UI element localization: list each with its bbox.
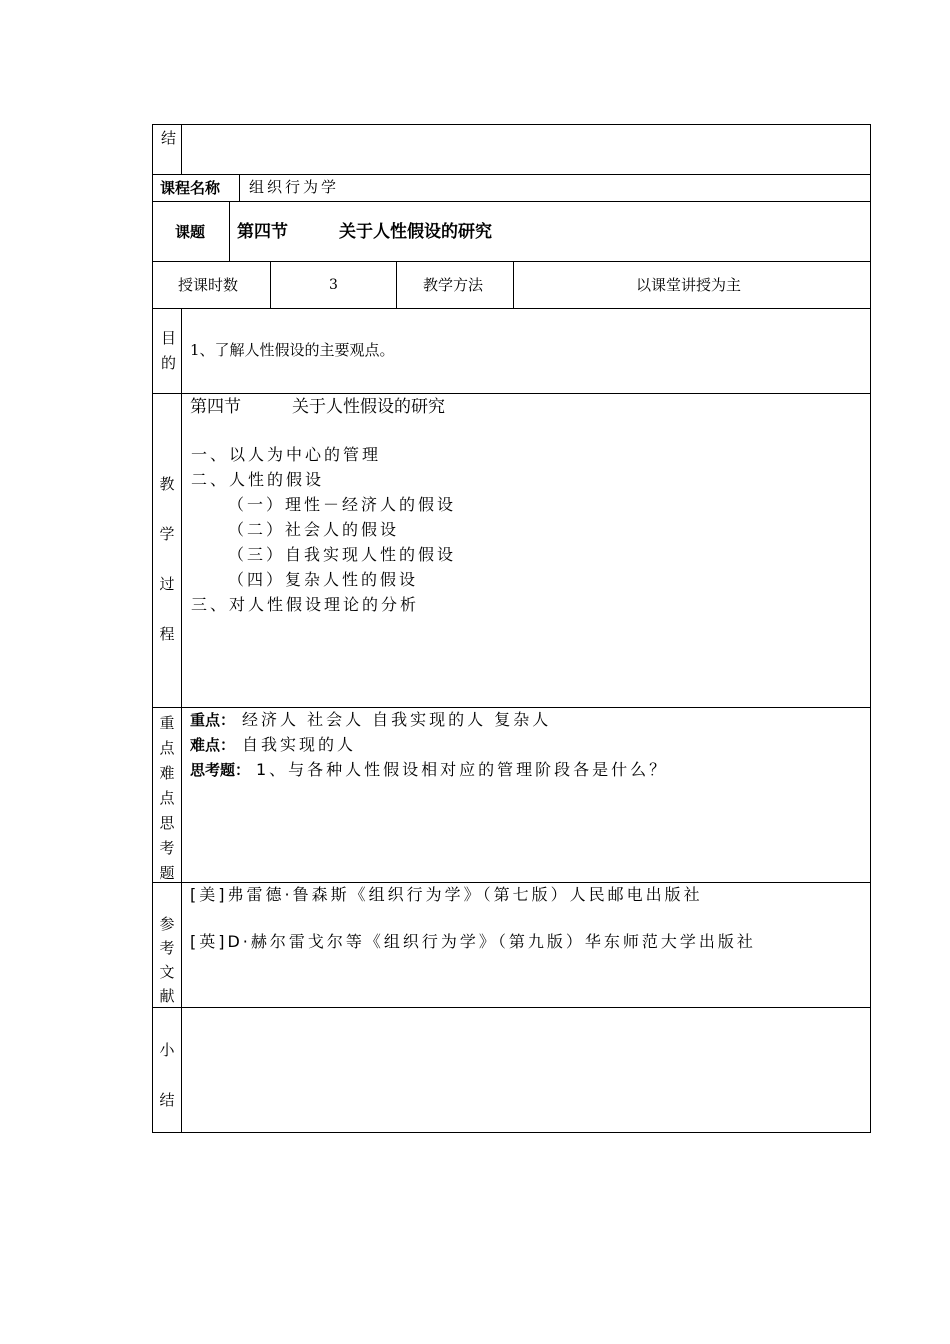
rule: [181, 124, 182, 175]
process-line: （三）自我实现人性的假设: [228, 545, 457, 564]
process-line: （二）社会人的假设: [228, 520, 400, 539]
key-points-label: [154, 712, 180, 882]
references-label-char: 文: [159, 963, 175, 981]
key-points-label-char: 点: [159, 739, 175, 757]
rule: [270, 261, 271, 309]
summary-label-char: 小: [159, 1041, 175, 1059]
difficult-label: 难点：: [190, 736, 236, 754]
process-label-char: 过: [159, 575, 175, 593]
rule: [152, 1132, 871, 1133]
process-title: 关于人性假设的研究: [292, 397, 445, 417]
rule: [152, 201, 871, 202]
course-name-value: 组织行为学: [249, 178, 340, 196]
rule: [152, 124, 871, 125]
rule: [870, 124, 871, 1133]
key-points-label-char: 难: [159, 764, 175, 782]
reference-item: [美]弗雷德·鲁森斯《组织行为学》（第七版）人民邮电出版社: [190, 885, 703, 904]
process-label-char: 学: [159, 525, 175, 543]
references-label: [154, 913, 180, 1005]
key-points-label-char: 题: [159, 864, 175, 882]
process-section: 第四节: [190, 397, 241, 417]
rule: [513, 261, 514, 309]
key-label: 重点：: [190, 711, 236, 729]
question-text: 1、与各种人性假设相对应的管理阶段各是什么？: [256, 760, 669, 779]
reference-item: [英]D·赫尔雷戈尔等《组织行为学》（第九版）华东师范大学出版社: [190, 932, 756, 951]
difficult-text: 自我实现的人: [242, 735, 357, 754]
question-label: 思考题：: [190, 761, 251, 779]
process-label-char: 教: [159, 475, 175, 493]
rule: [152, 707, 871, 708]
key-points-label-char: 考: [159, 839, 175, 857]
rule: [152, 882, 871, 883]
process-line: 三、对人性假设理论的分析: [191, 595, 420, 614]
rule: [152, 1007, 871, 1008]
key-points-label-char: 点: [159, 789, 175, 807]
key-text: 经济人 社会人 自我实现的人 复杂人: [242, 710, 552, 729]
process-line: 一、以人为中心的管理: [191, 445, 382, 464]
rule: [152, 393, 871, 394]
objective-label-1: 目: [161, 329, 177, 347]
process-line: 二、人性的假设: [191, 470, 325, 489]
topic-title: 关于人性假设的研究: [339, 222, 492, 242]
rule: [152, 261, 871, 262]
references-label-char: 献: [159, 987, 175, 1005]
summary-label-char: 结: [159, 1091, 175, 1109]
process-line: （一）理性－经济人的假设: [228, 495, 457, 514]
key-points-label-char: 重: [159, 714, 175, 732]
key-points-label-char: 思: [159, 814, 175, 832]
process-label-char: 程: [159, 625, 175, 643]
rule: [152, 174, 871, 175]
hours-label: 授课时数: [178, 276, 239, 294]
rule: [152, 308, 871, 309]
references-label-char: 参: [159, 915, 175, 933]
rule: [152, 124, 153, 1133]
rule: [229, 201, 230, 262]
top-row-label: 结: [161, 129, 177, 147]
topic-section: 第四节: [237, 222, 288, 242]
rule: [239, 174, 240, 202]
process-label: [154, 473, 180, 643]
course-name-label: 课程名称: [160, 179, 221, 197]
process-line: （四）复杂人性的假设: [228, 570, 419, 589]
topic-label: 课题: [175, 223, 206, 241]
objective-label-2: 的: [161, 354, 177, 372]
rule: [396, 261, 397, 309]
hours-value: 3: [329, 277, 338, 293]
references-label-char: 考: [159, 939, 175, 957]
summary-label: [154, 1039, 180, 1109]
objective-text: 1、了解人性假设的主要观点。: [190, 341, 395, 359]
rule: [181, 308, 182, 1133]
method-label: 教学方法: [423, 276, 484, 294]
method-value: 以课堂讲授为主: [636, 276, 742, 294]
